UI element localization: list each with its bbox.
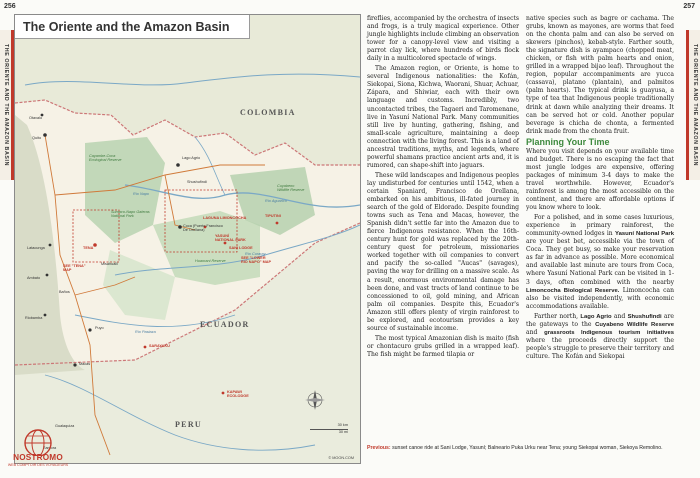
map-label-otavalo: Otavalo (29, 116, 43, 120)
p4-bold-lago-agrio: Lago Agrio (580, 313, 612, 320)
map-label-tiputini: TIPUTINI (265, 214, 281, 218)
p4-bold-shushufindi: Shushufindi (627, 313, 662, 320)
map-label-peru: PERU (175, 420, 202, 429)
logo-name: NOSTROMO (13, 453, 63, 462)
map-label-cuyabeno: Cuyabeno Wildlife Reserve (277, 184, 305, 192)
p4-text-a: Farther north, (534, 312, 581, 320)
map-label-yasuni: YASUNÍ NATIONAL PARK (215, 234, 246, 242)
map-label-see-tena: SEE "TENA" MAP (63, 264, 86, 272)
map-title: The Oriente and the Amazon Basin (15, 15, 250, 39)
map-label-coca: Coca (Puerto Francisco De Orellana) (183, 224, 223, 232)
caption-text: sunset canoe ride at Sani Lodge, Yasuní; Balneario Puka Urku near Tena; young Siekopai woman, Siekoya Remolino. (390, 445, 663, 451)
map-label-shushufindi: Shushufindi (187, 180, 207, 184)
col2-paragraph-1: native species such as bagre or cachama. The grubs, known as mayones, are worms that feed on the chonta palm and can also be served on skewers (pinchos), kebab-style. Farther south, the signature dish is ayampaco (chopped meat, chicken, or fish with palm hearts and onion, grilled in a wrapped bijao leaf). Throughout the region, popular accompaniments are yucca (cassava), platano (plantain), and palmitos (palm hearts). The typical drink is guayusa, a type of tea that Indigenous people traditionally drink at dawn while analyzing their dreams. It can be served hot or cold. Another popular beverage is chicha de chonta, a fermented drink made from the chonta fruit. (526, 15, 674, 135)
text-column-2 (526, 15, 674, 363)
page-number-left: 256 (4, 3, 16, 10)
map-label-quito: Quito (32, 136, 42, 140)
col2-paragraph-3 (526, 214, 674, 311)
p4-text-f: where the proceeds directly support the people's struggle to preserve their territory and culture. The Kofán and Siekopai (526, 336, 674, 360)
map-label-banos: Baños (59, 290, 70, 294)
map-label-sarayaku: SARAYAKU (149, 344, 170, 348)
side-tab-left (0, 30, 14, 180)
map-label-cayambe: Cayambe-Coca Ecological Reserve (89, 154, 122, 162)
map-label-rio-napo: Río Napo (133, 192, 150, 196)
map-label-kapawi: KAPAWI ECOLODGE (227, 390, 249, 398)
side-tab-left-label: THE ORIENTE AND THE AMAZON BASIN (2, 43, 9, 167)
map-label-lago-agrio: Lago Agrio (182, 156, 201, 160)
side-tab-right (686, 30, 700, 180)
col2-paragraph-2: Where you visit depends on your available time and budget. There is no escaping the fact that most jungle lodges are expensive, offering packages of minimum 3-4 days to make the travel worthwhile. However, Ecuador's rainforest is among the most accessible on the continent, and there are affordable options if you know where to look. (526, 147, 674, 212)
col1-paragraph-1: fireflies, accompanied by the orchestra of insects and frogs, is a truly magical experience. Other jungle highlights include climbing an observation tower for a canopy-level view and visiting a parrot clay lick, where hundreds of birds flock daily in a multicolored spectacle of wings. (367, 15, 519, 63)
map-label-see-lower-napo: SEE "LOWER RIO NAPO" MAP (241, 256, 272, 264)
p3-text-a: For a polished, and in some cases luxurious, experience in primary rainforest, the community-owned lodges in (526, 214, 674, 238)
map-label-ambato: Ambato (27, 276, 41, 280)
map-label-zamora: Zamora (43, 446, 57, 450)
region-map (14, 14, 361, 464)
map-label-rio-aguarico: Río Aguarico (265, 199, 287, 203)
map-copyright: © MOON.COM (328, 456, 354, 460)
col1-paragraph-3: These wild landscapes and Indigenous peoples lay undisturbed for centuries until 1542, when a certain Spaniard, Francisco de Orellana, embarked on his ambitious, ill-fated journey in search of the gold of Eldorado. Despite founding towns such as Tena and Macas, however, the Spanish didn't settle far into the Amazon due to fierce Indigenous resistance. When the 16th-century hunt for gold was replaced by the 20th-century quest for petroleum, missionaries worked together with oil companies to convert and pacify the so-called "Aucas" (savages), paving the way for drilling on a massive scale. As a result, enormous environmental damage has been done, and vast tracts of land continue to be concessioned to oil, gold mining, and African palm oil companies. Despite this, Ecuador's Amazon still offers plenty of virgin rainforest to be explored, and ecotourism provides a key source of sustainable income. (367, 171, 519, 332)
map-label-huaorani: Huaorani Reserve (195, 259, 226, 263)
p4-text-d: are the gateways to the (526, 312, 675, 328)
map-label-rio-pastaza: Río Pastaza (135, 330, 156, 334)
nostromo-logo (2, 426, 74, 476)
map-label-misahualli: Misahualli (101, 262, 118, 266)
section-heading-planning: Planning Your Time (526, 136, 610, 147)
col1-paragraph-2: The Amazon region, or Oriente, is home to several Indigenous nationalities: the Kofán, Siekopai, Siona, Kichwa, Waorani, Shuar, Achuar, Zápara, and Shiwiar, each with their own language and customs. Incredibly, two uncontacted tribes, the Tagaeri and Taromenane, live in Yasuní National Park. Many communities still live by hunting, gathering, fishing, and small-scale agriculture, maintaining a deep connection with the living forest. This is a land of ancestral traditions, myths, and legends, where powerful shamans practice ancient arts and, it is rumored, can shape-shift into jaguars. (367, 65, 519, 169)
map-label-latacunga: Latacunga (27, 246, 45, 250)
map-label-riobamba: Riobamba (25, 316, 43, 320)
map-label-limoncocha: LAGUNA LIMONCOCHA (203, 216, 247, 220)
map-label-puyo: Puyo (95, 326, 104, 330)
map-label-rio-curaray: Río Curaray (245, 252, 266, 256)
text-column-1 (367, 15, 519, 361)
map-label-tena: TENA (83, 246, 94, 250)
map-label-sumaco: Sumaco-Napo Galeras National Park (111, 210, 150, 218)
caption-label: Previous: (367, 445, 391, 451)
p3-text-c: are your best bet, accessible via the town of Coca. They get busy, so make your reservation as far in advance as possible. More economical and available last minute are tours from Coca, where Yasuní National Park can be visited in 1-3 days, often combined with the nearby (526, 238, 674, 286)
p4-text-c: and (611, 312, 628, 320)
scale-mi: 30 mi (338, 430, 348, 434)
globe-icon (2, 426, 74, 456)
page-number-right: 257 (683, 3, 695, 10)
p3-bold-yasuni: Yasuní National Park (614, 231, 674, 238)
scale-km: 30 km (337, 423, 348, 427)
p4-text-e: and (526, 328, 545, 336)
p3-text-d: Limoncocha can also be visited independently, with economic accommodations available. (526, 286, 674, 310)
col2-paragraph-4 (526, 313, 674, 361)
side-tab-right-label: THE ORIENTE AND THE AMAZON BASIN (691, 43, 698, 167)
map-label-macas: Macas (79, 362, 91, 366)
map-scale (310, 425, 348, 435)
map-label-ecuador: ECUADOR (200, 320, 250, 329)
p4-bold-cuyabeno: Cuyabeno Wildlife Reserve (595, 321, 674, 328)
map-graphic (15, 15, 360, 463)
photo-caption (367, 445, 673, 452)
p4-bold-grassroots: grassroots Indigenous tourism initiatives (544, 329, 675, 336)
map-label-colombia: COLOMBIA (240, 108, 296, 117)
col1-paragraph-4: The most typical Amazonian dish is maito (fish or chontacuro grubs grilled in a wrapped leaf). The fish might be farmed tilapia or (367, 334, 519, 358)
logo-tagline: WEB COMPTOIR DES VOYAGEURS (7, 463, 69, 467)
p3-bold-limoncocha: Limoncocha Biological Reserve. (526, 287, 620, 294)
map-label-sani: SANI LODGE (229, 246, 253, 250)
map-label-gualaquiza: Gualaquiza (55, 424, 75, 428)
